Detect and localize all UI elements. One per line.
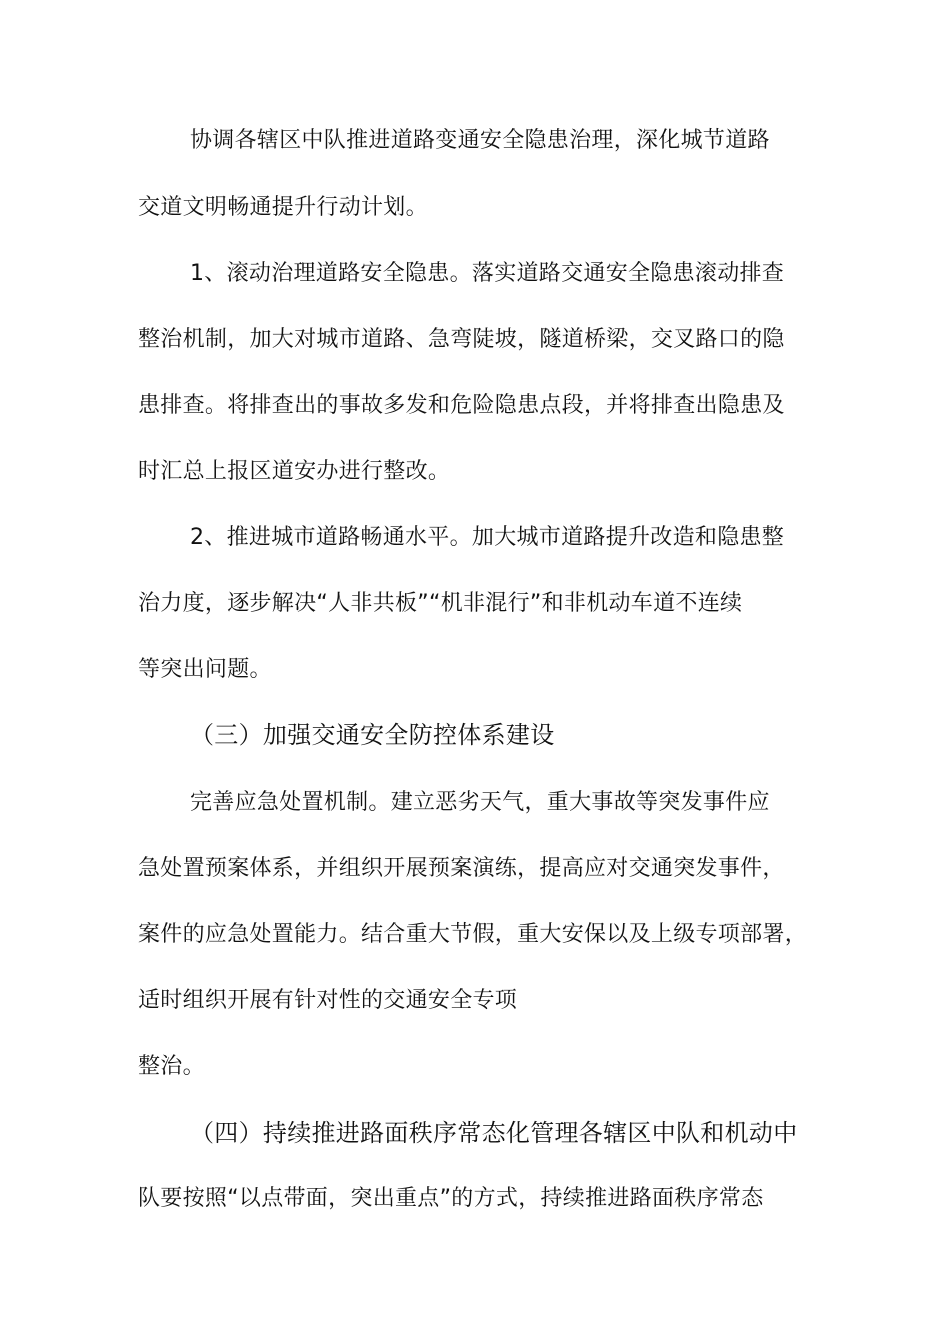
paragraph-line-8: 治力度，逐步解决“人非共板”“机非混行”和非机动车道不连续 [138,591,743,616]
paragraph-line-10: 完善应急处置机制。建立恶劣天气，重大事故等突发事件应 [190,790,770,815]
paragraph-line-7: 2、推进城市道路畅通水平。加大城市道路提升改造和隐患整 [190,525,785,550]
paragraph-line-5: 患排查。将排查出的事故多发和危险隐患点段，并将排查出隐患及 [138,393,785,418]
section-heading-4: （四）持续推进路面秩序常态化管理各辖区中队和机动中 [190,1119,798,1147]
paragraph-line-2: 交道文明畅通提升行动计划。 [138,195,428,220]
paragraph-line-4: 整治机制，加大对城市道路、急弯陡坡，隧道桥梁，交叉路口的隐 [138,327,785,352]
paragraph-line-3: 1、滚动治理道路安全隐患。落实道路交通安全隐患滚动排查 [190,261,785,286]
paragraph-line-13: 适时组织开展有针对性的交通安全专项 [138,988,518,1013]
paragraph-line-6: 时汇总上报区道安办进行整改。 [138,459,451,484]
paragraph-line-12: 案件的应急处置能力。结合重大节假，重大安保以及上级专项部署， [138,922,808,947]
paragraph-line-14: 整治。 [138,1054,205,1079]
paragraph-line-15: 队要按照“以点带面，突出重点”的方式，持续推进路面秩序常态 [138,1186,764,1211]
paragraph-line-1: 协调各辖区中队推进道路变通安全隐患治理，深化城节道路 [190,128,770,153]
paragraph-line-11: 急处置预案体系，并组织开展预案演练，提高应对交通突发事件， [138,856,785,881]
paragraph-line-9: 等突出问题。 [138,657,272,682]
section-heading-3: （三）加强交通安全防控体系建设 [190,721,555,749]
